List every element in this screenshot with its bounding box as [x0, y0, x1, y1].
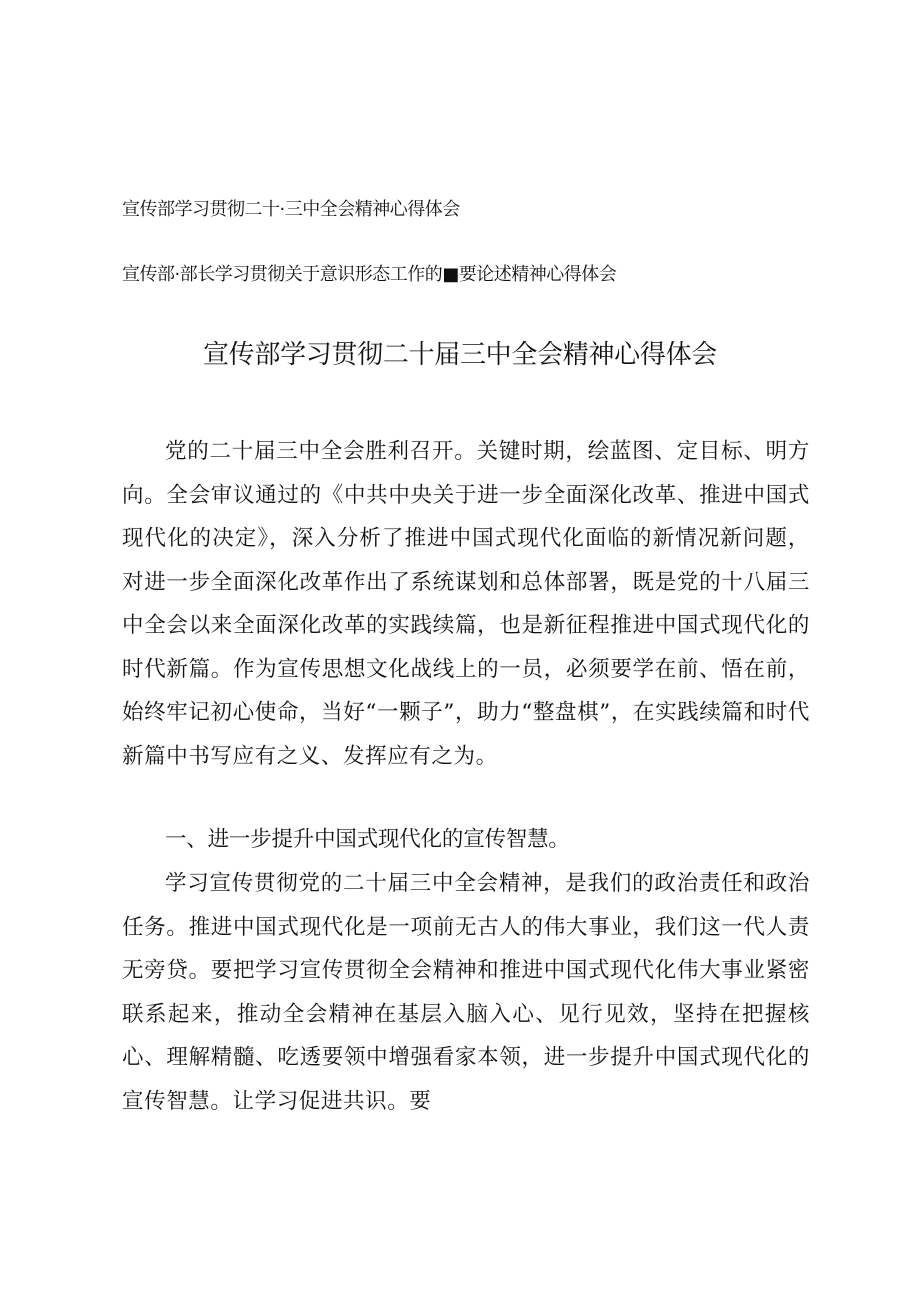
body-paragraph-1: 党的二十届三中全会胜利召开。关键时期，绘蓝图、定目标、明方向。全会审议通过的《中共中央关于进一步全面深化改革、推进中国式现代化的决定》，深入分析了推进中国式现代化面临的新情况新问题，对进一步全面深化改革作出了系统谋划和总体部署，既是党的十八届三中全会以来全面深化改革的实践续篇，也是新征程推进中国式现代化的时代新篇。作为宣传思想文化战线上的一员，必须要学在前、悟在前，始终牢记初心使命，当好“一颗子”，助力“整盘棋”，在实践续篇和时代新篇中书写应有之义、发挥应有之为。 — [122, 439, 810, 769]
section-heading-1: 一、进一步提升中国式现代化的宣传智慧。 — [165, 827, 570, 852]
body-paragraph-2: 学习宣传贯彻党的二十届三中全会精神，是我们的政治责任和政治任务。推进中国式现代化是一项前无古人的伟大事业，我们这一代人责无旁贷。要把学习宣传贯彻全会精神和推进中国式现代化伟大事业紧密联系起来，推动全会精神在基层入脑入心、见行见效，坚持在把握核心、理解精髓、吃透要领中增强看家本领，进一步提升中国式现代化的宣传智慧。让学习促进共识。要 — [122, 871, 810, 1114]
related-article-link-1[interactable]: 宣传部学习贯彻二十·三中全会精神心得体会 — [122, 199, 460, 220]
document-title: 宣传部学习贯彻二十届三中全会精神心得体会 — [202, 340, 717, 370]
related-article-link-2[interactable]: 宣传部·部长学习贯彻关于意识形态工作的■要论述精神心得体会 — [122, 264, 617, 285]
